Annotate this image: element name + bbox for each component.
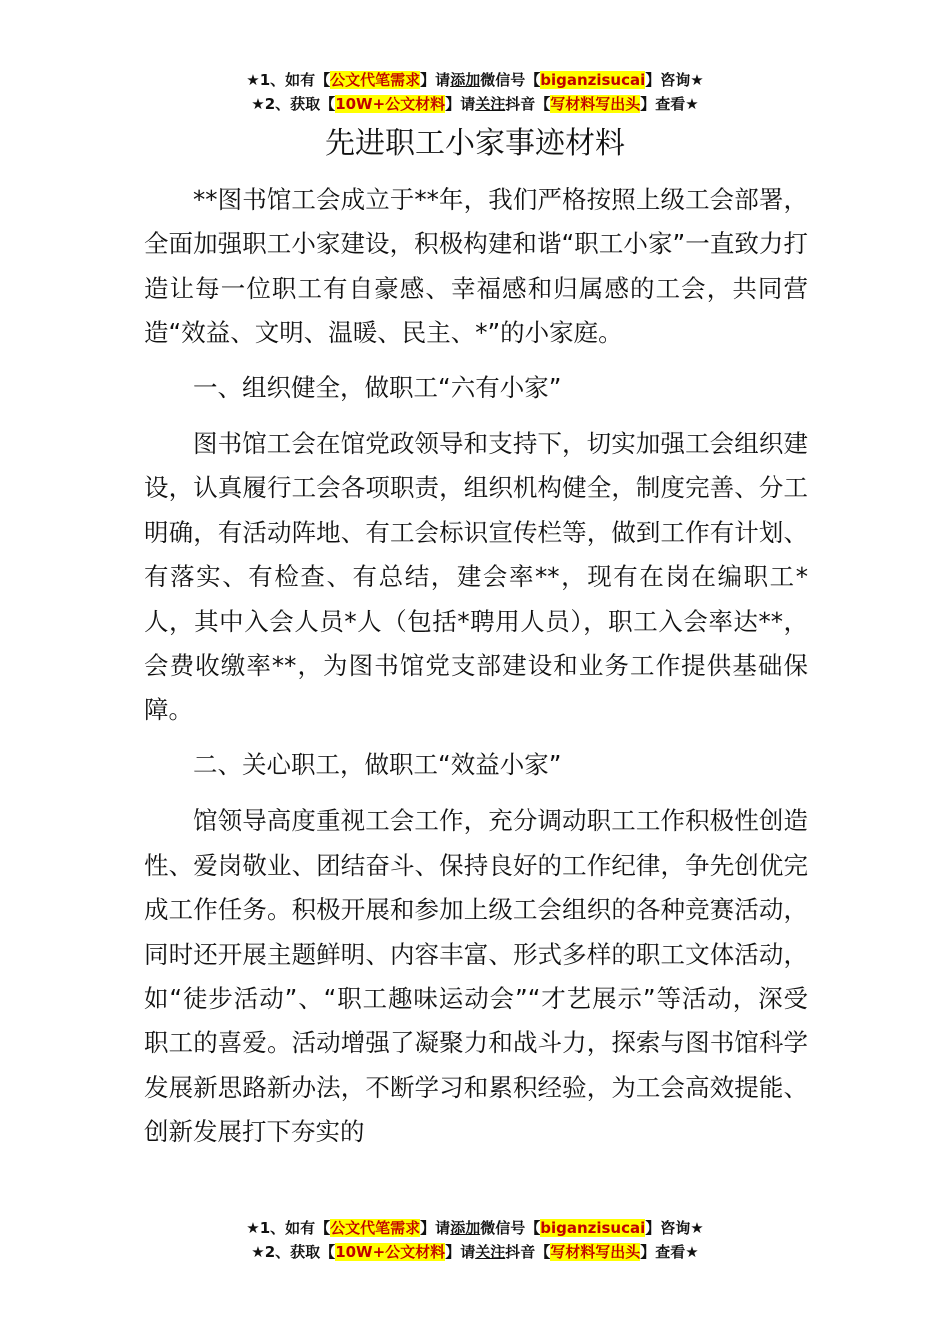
footer-banner xyxy=(0,1216,950,1264)
highlight-text: 写材料写出头 xyxy=(550,95,641,113)
highlight-text: 10W+公文材料 xyxy=(335,1243,446,1261)
banner-line-1: ★1、如有【公文代笔需求】请添加微信号【biganzisucai】咨询★ xyxy=(246,71,704,89)
document-body xyxy=(144,178,808,1165)
section-heading: 二、关心职工，做职工“效益小家” xyxy=(193,749,562,779)
highlight-text: biganzisucai xyxy=(540,71,646,89)
paragraph: **图书馆工会成立于**年，我们严格按照上级工会部署，全面加强职工小家建设，积极构建和谐“职工小家”一直致力打造让每一位职工有自豪感、幸福感和归属感的工会，共同营造“效益、文明、温暖、民主、*”的小家庭。 xyxy=(144,185,808,348)
section-heading: 一、组织健全，做职工“六有小家” xyxy=(193,372,562,402)
highlight-text: biganzisucai xyxy=(540,1219,646,1237)
banner-line-1: ★1、如有【公文代笔需求】请添加微信号【biganzisucai】咨询★ xyxy=(246,1219,704,1237)
highlight-text: 写材料写出头 xyxy=(550,1243,641,1261)
highlight-text: 公文代笔需求 xyxy=(330,1219,421,1237)
highlight-text: 10W+公文材料 xyxy=(335,95,446,113)
document-title: 先进职工小家事迹材料 xyxy=(325,126,625,161)
banner-line-2: ★2、获取【10W+公文材料】请关注抖音【写材料写出头】查看★ xyxy=(251,95,699,113)
header-banner xyxy=(0,68,950,116)
paragraph: 图书馆工会在馆党政领导和支持下，切实加强工会组织建设，认真履行工会各项职责，组织机构健全，制度完善、分工明确，有活动阵地、有工会标识宣传栏等，做到工作有计划、有落实、有检查、有总结，建会率**，现有在岗在编职工*人，其中入会人员*人（包括*聘用人员），职工入会率达**，会费收缴率**，为图书馆党支部建设和业务工作提供基础保障。 xyxy=(144,429,808,725)
highlight-text: 公文代笔需求 xyxy=(330,71,421,89)
banner-line-2: ★2、获取【10W+公文材料】请关注抖音【写材料写出头】查看★ xyxy=(251,1243,699,1261)
paragraph: 馆领导高度重视工会工作，充分调动职工工作积极性创造性、爱岗敬业、团结奋斗、保持良好的工作纪律，争先创优完成工作任务。积极开展和参加上级工会组织的各种竞赛活动，同时还开展主题鲜明、内容丰富、形式多样的职工文体活动，如“徒步活动”、“职工趣味运动会”“才艺展示”等活动，深受职工的喜爱。活动增强了凝聚力和战斗力，探索与图书馆科学发展新思路新办法，不断学习和累积经验，为工会高效提能、创新发展打下夯实的 xyxy=(144,806,808,1147)
